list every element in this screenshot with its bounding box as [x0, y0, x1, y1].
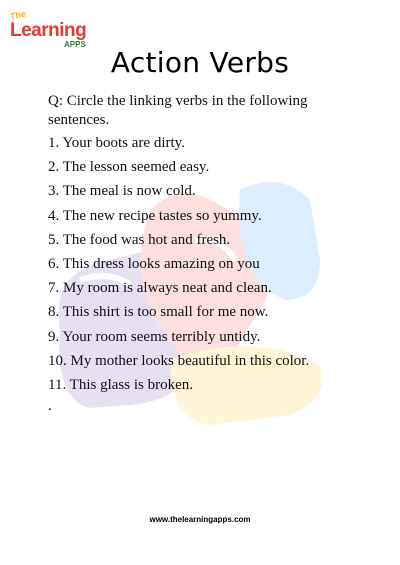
logo-learning-text: Learning	[10, 20, 87, 41]
list-item: 1. Your boots are dirty.	[48, 135, 185, 151]
list-item: 4. The new recipe tastes so yummy.	[48, 207, 262, 224]
list-item: 8. This shirt is too small for me now.	[48, 304, 269, 321]
question-text: Q: Circle the linking verbs in the following sentences.	[48, 93, 308, 128]
footer-url[interactable]: www.thelearningapps.com	[149, 515, 251, 524]
list-item: 11. This glass is broken.	[48, 376, 193, 393]
trailing-mark: .	[48, 398, 52, 414]
logo-apps-text: APPS	[64, 40, 86, 49]
list-item: 2. The lesson seemed easy.	[48, 159, 210, 176]
list-item: 7. My room is always neat and clean.	[48, 280, 272, 297]
list-item: 10. My mother looks beautiful in this color.	[48, 352, 310, 369]
sentence-list	[48, 133, 368, 399]
list-item: 5. The food was hot and fresh.	[48, 231, 231, 248]
logo-the-text: The	[9, 8, 27, 22]
the-learning-apps-logo	[8, 10, 96, 50]
list-item: 6. This dress looks amazing on you	[48, 255, 260, 272]
page-title: Action Verbs	[110, 46, 290, 79]
list-item: 9. Your room seems terribly untidy.	[48, 328, 261, 345]
list-item: 3. The meal is now cold.	[48, 183, 196, 200]
